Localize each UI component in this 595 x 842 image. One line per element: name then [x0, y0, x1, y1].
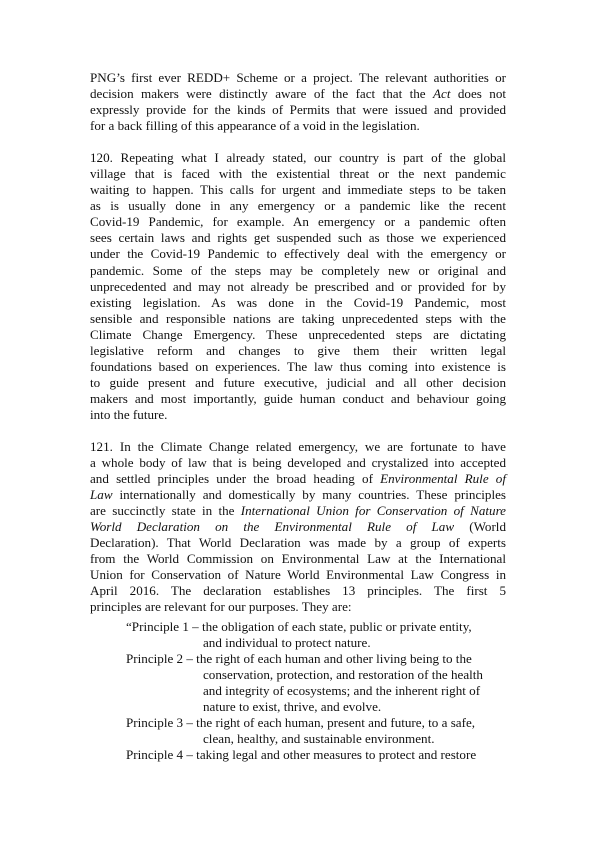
text-line: waiting to happen. This calls for urgent and immediate steps to be taken [90, 182, 506, 198]
text-line: into the future. [90, 406, 168, 422]
text-line: unprecedented and may not already be prescribed and or provided for by [90, 278, 506, 294]
principle-continuation: conservation, protection, and restoration of the health [203, 667, 483, 683]
paragraph [90, 150, 506, 423]
text-line: Law internationally and domestically by many countries. These principles [90, 487, 506, 503]
text-line: decision makers were distinctly aware of the fact that the Act does not [90, 86, 506, 102]
text-line: from the World Commission on Environmental Law at the International [90, 551, 506, 567]
paragraph-gap [90, 134, 506, 150]
text-line: as is usually done in any emergency or a pandemic like the recent [90, 198, 506, 214]
principle-continuation: and integrity of ecosystems; and the inherent right of [203, 683, 481, 699]
text-line: foundations based on experiences. The law thus coming into existence is [90, 358, 506, 374]
principle-item: Principle 2 – the right of each human and other living being to the [126, 651, 472, 667]
paragraph-gap [90, 423, 506, 439]
text-line: sensible and responsible nations are taking unprecedented steps with the [90, 310, 506, 326]
text-line: and settled principles under the broad heading of Environmental Rule of [90, 471, 506, 487]
text-line: a whole body of law that is being developed and crystalized into accepted [90, 455, 506, 471]
text-line: World Declaration on the Environmental Rule of Law (World [90, 519, 506, 535]
text-line: 120. Repeating what I already stated, our country is part of the global [90, 150, 506, 166]
text-line: under the Covid-19 Pandemic to effectively deal with the emergency or [90, 246, 506, 262]
text-line: legislative reform and changes to give them their written legal [90, 342, 506, 358]
italic-text: Environmental Rule of [380, 471, 506, 487]
text-line: existing legislation. As was done in the Covid-19 Pandemic, most [90, 294, 506, 310]
text-line: for a back filling of this appearance of a void in the legislation. [90, 118, 420, 134]
text-line: are succinctly state in the International Union for Conservation of Nature [90, 503, 506, 519]
text-line: Climate Change Emergency. These unprecedented steps are dictating [90, 326, 506, 342]
italic-text: Act [433, 86, 451, 102]
principle-continuation: clean, healthy, and sustainable environment. [203, 731, 435, 747]
document-body [90, 70, 506, 616]
text-line: April 2016. The declaration establishes 13 principles. The first 5 [90, 583, 506, 599]
principles-list [126, 619, 506, 763]
text-line: Union for Conservation of Nature World Environmental Law Congress in [90, 567, 506, 583]
text-line: principles are relevant for our purposes. They are: [90, 599, 352, 615]
text-line: Declaration). That World Declaration was made by a group of experts [90, 535, 506, 551]
italic-text: World Declaration on the Environmental Rule of Law [90, 519, 455, 535]
text-line: PNG’s first ever REDD+ Scheme or a project. The relevant authorities or [90, 70, 506, 85]
text-line: village that is faced with the existential threat or the next pandemic [90, 166, 506, 182]
principle-item: Principle 4 – taking legal and other measures to protect and restore [126, 747, 477, 763]
italic-text: Law [90, 487, 113, 503]
text-line: makers and most importantly, guide human conduct and behaviour going [90, 390, 506, 406]
paragraph [90, 439, 506, 616]
principle-item: “Principle 1 – the obligation of each state, public or private entity, [126, 619, 472, 634]
text-line: Covid-19 Pandemic, for example. An emergency or a pandemic often [90, 214, 506, 230]
paragraph [90, 70, 506, 134]
principle-continuation: and individual to protect nature. [203, 635, 371, 651]
principle-item: Principle 3 – the right of each human, present and future, to a safe, [126, 715, 476, 731]
italic-text: International Union for Conservation of Nature [240, 503, 506, 519]
principle-continuation: nature to exist, thrive, and evolve. [203, 699, 382, 715]
text-line: expressly provide for the kinds of Permits that were issued and provided [90, 102, 506, 118]
text-line: pandemic. Some of the steps may be completely new or original and [90, 262, 506, 278]
text-line: to guide present and future executive, judicial and all other decision [90, 374, 506, 390]
text-line: 121. In the Climate Change related emergency, we are fortunate to have [90, 438, 506, 454]
text-line: sees certain laws and rights get suspended such as those we experienced [90, 230, 506, 246]
